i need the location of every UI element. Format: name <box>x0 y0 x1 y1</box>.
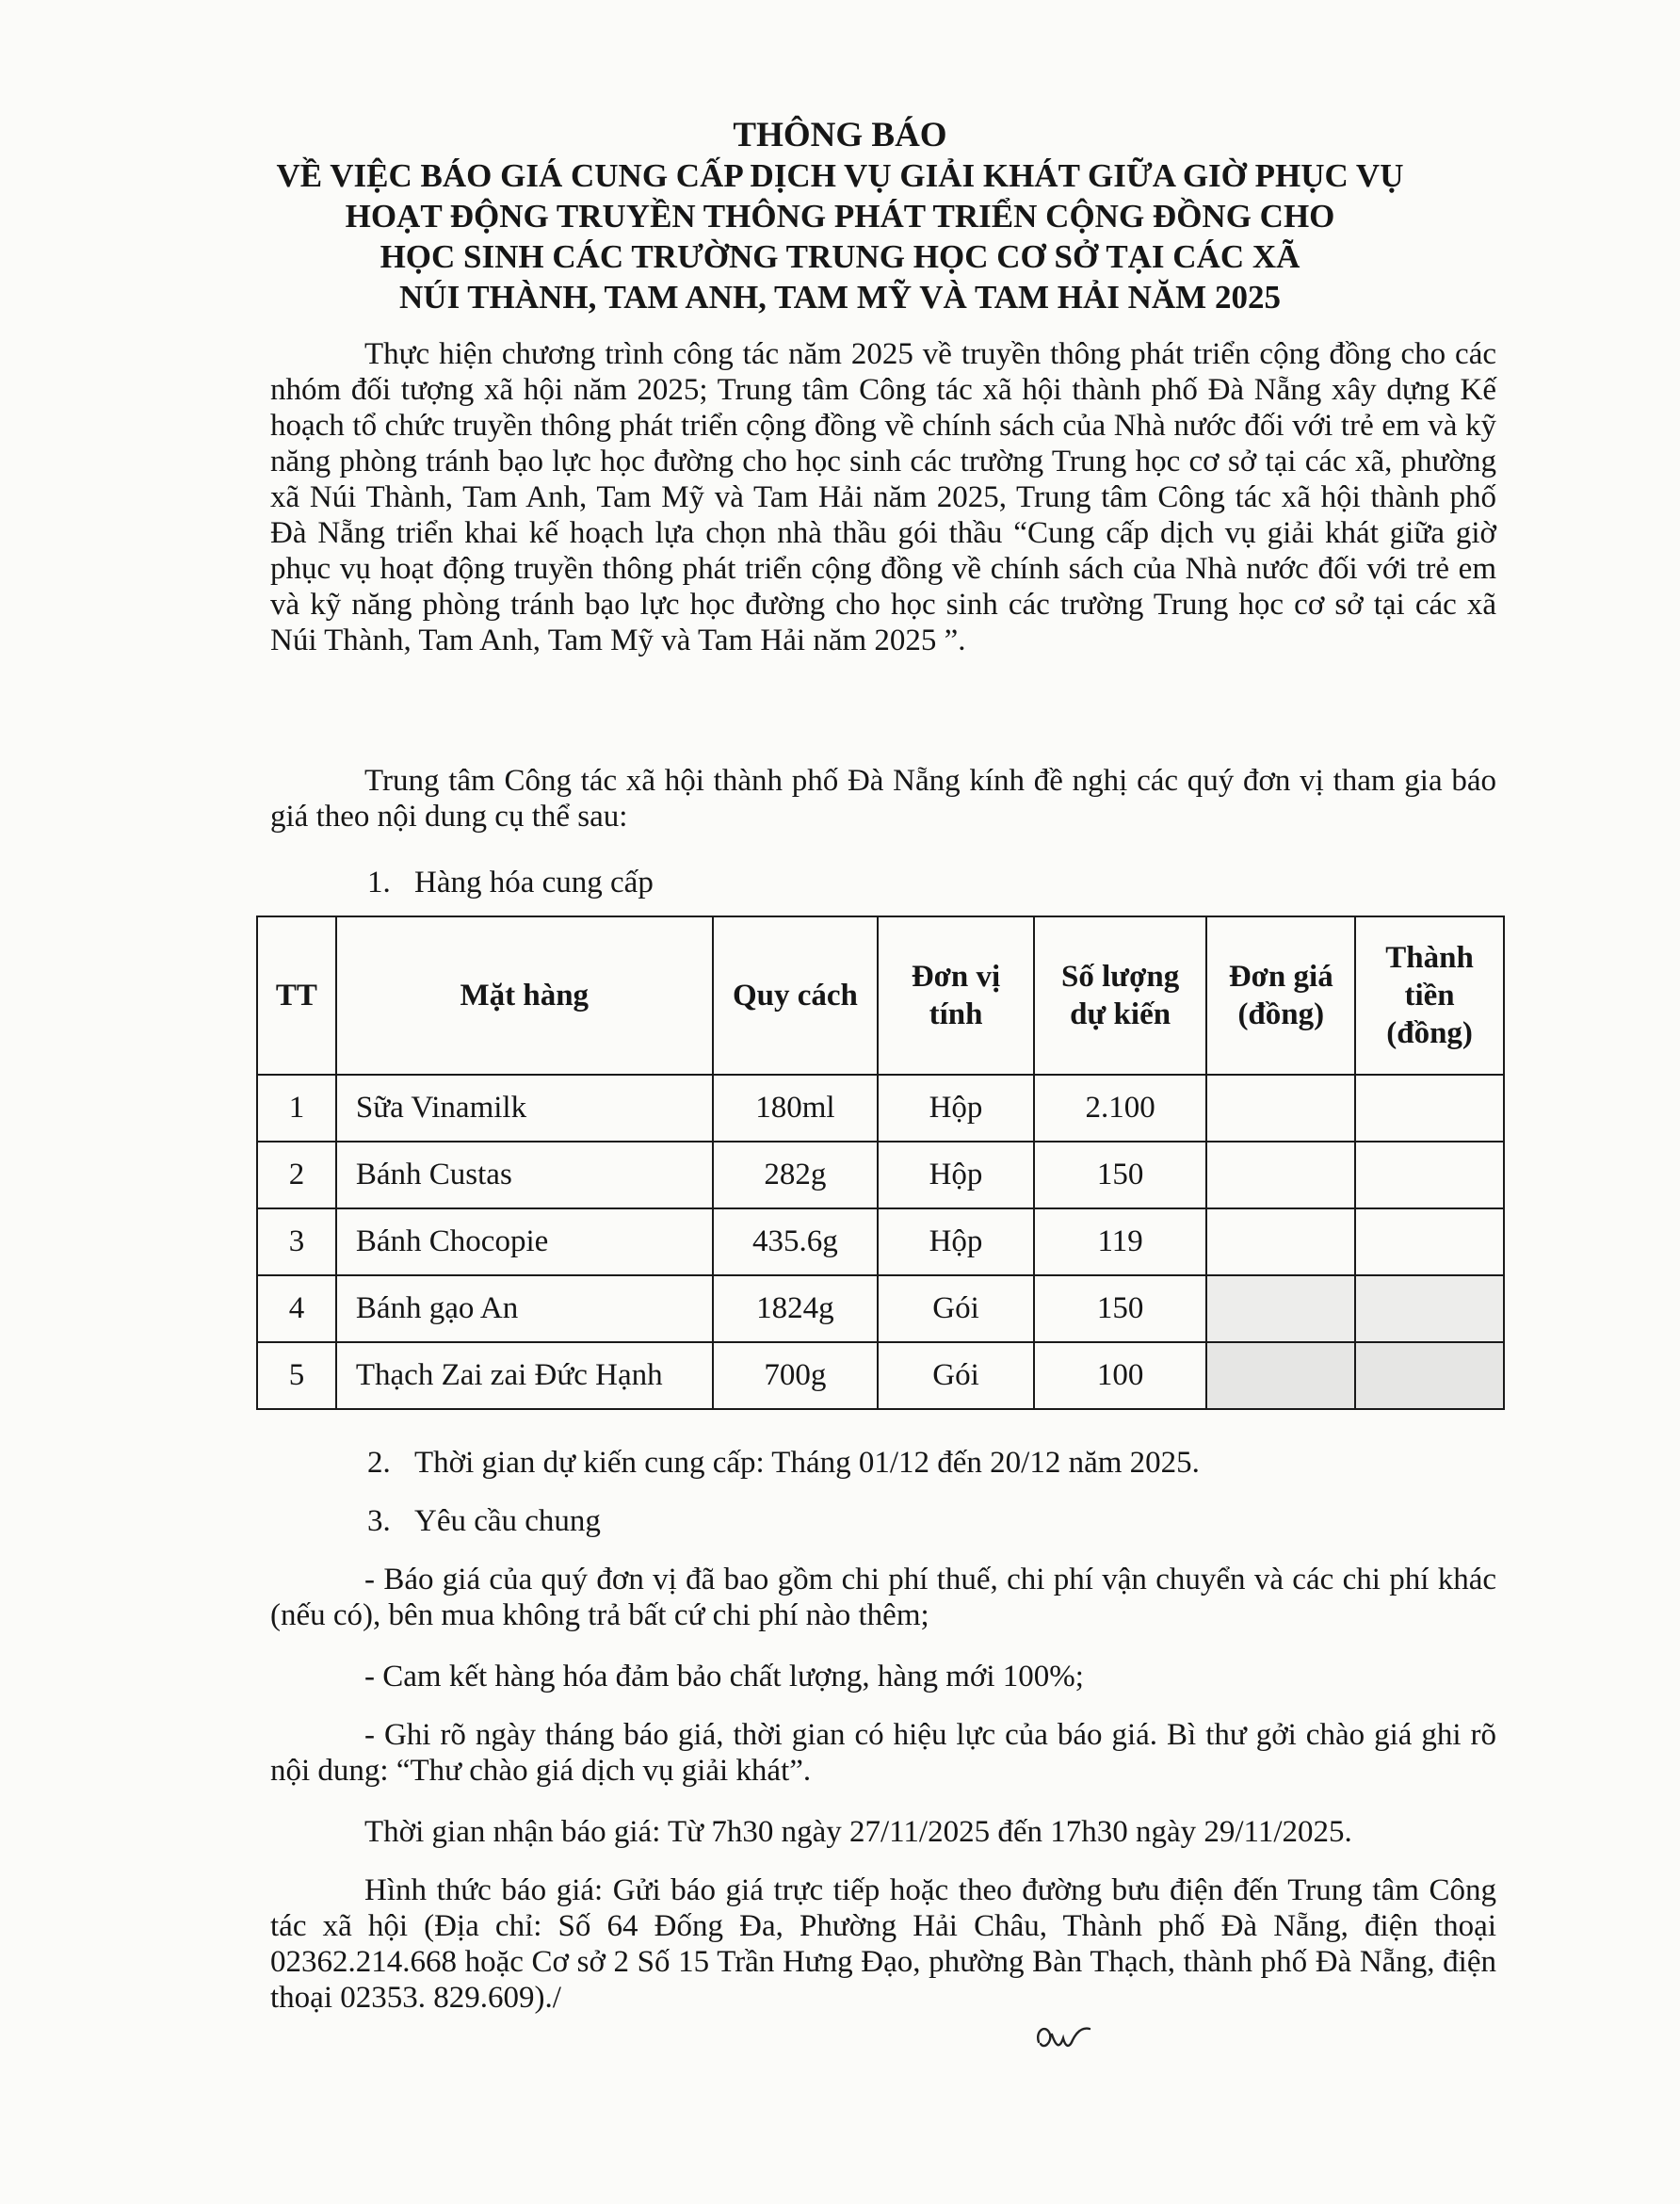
section-1-number: 1. <box>367 866 391 899</box>
title-block <box>188 115 1492 317</box>
cell-total <box>1355 1075 1504 1142</box>
cell-total <box>1355 1342 1504 1409</box>
cell-tt: 1 <box>257 1075 336 1142</box>
requirement-3: - Ghi rõ ngày tháng báo giá, thời gian có hiệu lực của báo giá. Bì thư gởi chào giá ghi rõ nội dung: “Thư chào giá dịch vụ giải khát”. <box>270 1718 1496 1788</box>
cell-spec: 282g <box>713 1142 879 1208</box>
cell-total <box>1355 1208 1504 1275</box>
cell-item: Thạch Zai zai Đức Hạnh <box>336 1342 713 1409</box>
cell-qty: 100 <box>1034 1342 1207 1409</box>
section-3-label: Yêu cầu chung <box>414 1504 601 1538</box>
cell-qty: 2.100 <box>1034 1075 1207 1142</box>
cell-unit: Hộp <box>878 1142 1034 1208</box>
header-tt: TT <box>257 916 336 1075</box>
cell-tt: 4 <box>257 1275 336 1342</box>
intro-paragraph-1: Thực hiện chương trình công tác năm 2025 về truyền thông phát triển cộng đồng cho các nhóm đối tượng xã hội năm 2025; Trung tâm Công tác xã hội thành phố Đà Nẵng xây dựng Kế hoạch tổ chức truyền thông phát triển cộng đồng về chính sách của Nhà nước đối với trẻ em và kỹ năng phòng tránh bạo lực học đường cho học sinh các trường Trung học cơ sở tại các xã, phường xã Núi Thành, Tam Anh, Tam Mỹ và Tam Hải năm 2025, Trung tâm Công tác xã hội thành phố Đà Nẵng triển khai kế hoạch lựa chọn nhà thầu gói thầu “Cung cấp dịch vụ giải khát giữa giờ phục vụ hoạt động truyền thông phát triển cộng đồng về chính sách của Nhà nước đối với trẻ em và kỹ năng phòng tránh bạo lực học đường cho học sinh các trường Trung học cơ sở tại các xã Núi Thành, Tam Anh, Tam Mỹ và Tam Hải năm 2025 ”. <box>270 337 1496 657</box>
cell-item: Bánh Custas <box>336 1142 713 1208</box>
table-header-row <box>257 916 1504 1075</box>
cell-price <box>1206 1075 1355 1142</box>
cell-unit: Hộp <box>878 1075 1034 1142</box>
cell-price <box>1206 1142 1355 1208</box>
section-2-heading <box>367 1445 1200 1481</box>
header-item: Mặt hàng <box>336 916 713 1075</box>
cell-item: Bánh Chocopie <box>336 1208 713 1275</box>
header-spec: Quy cách <box>713 916 879 1075</box>
cell-qty: 119 <box>1034 1208 1207 1275</box>
header-total: Thành tiền (đồng) <box>1355 916 1504 1075</box>
receipt-time: Thời gian nhận báo giá: Từ 7h30 ngày 27/11/2025 đến 17h30 ngày 29/11/2025. <box>364 1815 1352 1849</box>
table-row <box>257 1208 1504 1275</box>
table-row <box>257 1142 1504 1208</box>
cell-tt: 3 <box>257 1208 336 1275</box>
table-row <box>257 1275 1504 1342</box>
goods-table <box>256 916 1505 1410</box>
intro-paragraph-2: Trung tâm Công tác xã hội thành phố Đà Nẵng kính đề nghị các quý đơn vị tham gia báo giá theo nội dung cụ thể sau: <box>270 764 1496 834</box>
document-subtitle-line-3: HỌC SINH CÁC TRƯỜNG TRUNG HỌC CƠ SỞ TẠI CÁC XÃ <box>380 238 1300 275</box>
document-title: THÔNG BÁO <box>733 116 947 154</box>
document-subtitle-line-4: NÚI THÀNH, TAM ANH, TAM MỸ VÀ TAM HẢI NĂM 2025 <box>399 279 1281 316</box>
cell-qty: 150 <box>1034 1142 1207 1208</box>
table-row <box>257 1342 1504 1409</box>
section-2-number: 2. <box>367 1446 391 1480</box>
cell-item: Bánh gạo An <box>336 1275 713 1342</box>
section-3-number: 3. <box>367 1504 391 1538</box>
cell-unit: Hộp <box>878 1208 1034 1275</box>
cell-spec: 435.6g <box>713 1208 879 1275</box>
cell-price <box>1206 1275 1355 1342</box>
cell-price <box>1206 1342 1355 1409</box>
cell-total <box>1355 1142 1504 1208</box>
cell-unit: Gói <box>878 1342 1034 1409</box>
cell-spec: 700g <box>713 1342 879 1409</box>
cell-tt: 5 <box>257 1342 336 1409</box>
table-row <box>257 1075 1504 1142</box>
document-subtitle-line-1: VỀ VIỆC BÁO GIÁ CUNG CẤP DỊCH VỤ GIẢI KHÁT GIỮA GIỜ PHỤC VỤ <box>276 157 1404 194</box>
cell-item: Sữa Vinamilk <box>336 1075 713 1142</box>
requirement-2: - Cam kết hàng hóa đảm bảo chất lượng, hàng mới 100%; <box>364 1660 1084 1694</box>
cell-price <box>1206 1208 1355 1275</box>
section-1-heading <box>367 865 654 900</box>
header-price: Đơn giá (đồng) <box>1206 916 1355 1075</box>
section-1-label: Hàng hóa cung cấp <box>414 866 654 899</box>
cell-tt: 2 <box>257 1142 336 1208</box>
header-qty: Số lượng dự kiến <box>1034 916 1207 1075</box>
signature-mark <box>1031 2014 1107 2057</box>
cell-spec: 180ml <box>713 1075 879 1142</box>
cell-qty: 150 <box>1034 1275 1207 1342</box>
section-3-heading <box>367 1503 601 1539</box>
cell-spec: 1824g <box>713 1275 879 1342</box>
requirement-1: - Báo giá của quý đơn vị đã bao gồm chi phí thuế, chi phí vận chuyển và các chi phí khác (nếu có), bên mua không trả bất cứ chi phí nào thêm; <box>270 1563 1496 1632</box>
cell-total <box>1355 1275 1504 1342</box>
cell-unit: Gói <box>878 1275 1034 1342</box>
section-2-label: Thời gian dự kiến cung cấp: Tháng 01/12 đến 20/12 năm 2025. <box>414 1446 1200 1480</box>
header-unit: Đơn vị tính <box>878 916 1034 1075</box>
document-subtitle-line-2: HOẠT ĐỘNG TRUYỀN THÔNG PHÁT TRIỂN CỘNG ĐỒNG CHO <box>345 198 1335 235</box>
submission-method: Hình thức báo giá: Gửi báo giá trực tiếp hoặc theo đường bưu điện đến Trung tâm Công tác xã hội (Địa chỉ: Số 64 Đống Đa, Phường Hải Châu, Thành phố Đà Nẵng, điện thoại 02362.214.668 hoặc Cơ sở 2 Số 15 Trần Hưng Đạo, phường Bàn Thạch, thành phố Đà Nẵng, điện thoại 02353. 829.609)./ <box>270 1873 1496 2015</box>
